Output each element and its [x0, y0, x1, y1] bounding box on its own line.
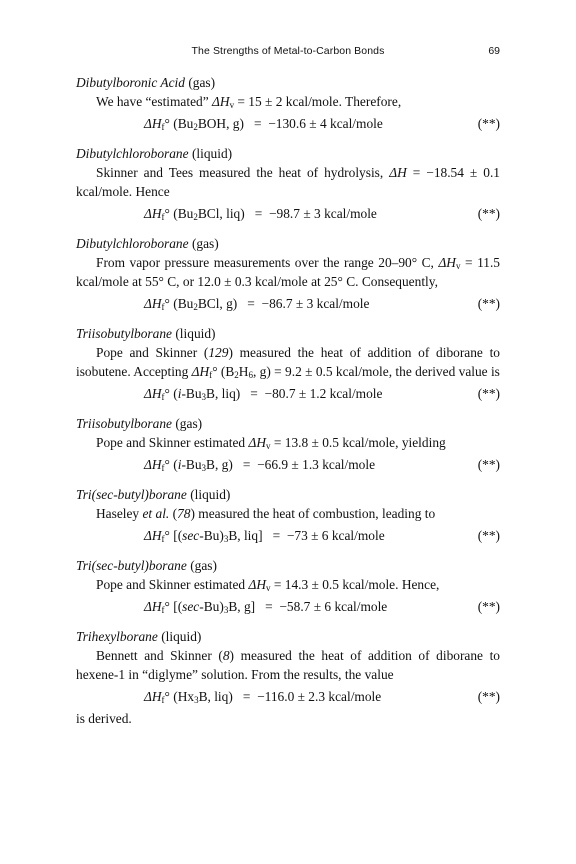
entry-text: Bennett and Skinner (8) measured the heat of addition of diborane to hexene-1 in “diglyme” solution. From the results, the value	[76, 648, 500, 682]
equation: $\Delta H_f^\circ$ ($i-Bu_3B$, liq) = −80.7 ± 1.2 kcal/mole (**)	[76, 383, 500, 404]
page-header	[76, 45, 500, 61]
equation-tag: (**)	[477, 116, 500, 131]
page-body	[76, 73, 500, 738]
entry-heading: Tri(sec-butyl)borane (liquid)	[76, 487, 231, 502]
entry-text: Haseley et al. (78) measured the heat of combustion, leading to	[96, 506, 436, 521]
equation: $\Delta H_f^\circ$ ($Hx_3B$, liq) = −116.0 ± 2.3 kcal/mole (**)	[76, 686, 500, 707]
entry-triisobutylborane-gas	[76, 414, 500, 475]
entry-heading: Dibutylchloroborane (gas)	[76, 236, 219, 251]
entry-text: We have “estimated” $\Delta H_v = 15 \pm 2$ kcal/mole. Therefore,	[96, 94, 402, 110]
entry-trihexylborane-liquid	[76, 627, 500, 728]
entry-text: Pope and Skinner estimated $\Delta H_v = 13.8 \pm 0.5$ kcal/mole, yielding	[96, 435, 446, 451]
equation: $\Delta H_f^\circ$ ($Bu_2BOH$, g) = −130.6 ± 4 kcal/mole (**)	[76, 113, 500, 134]
running-title: The Strengths of Metal-to-Carbon Bonds	[191, 45, 385, 57]
entry-dibutylchloroborane-liquid	[76, 144, 500, 224]
page-number: 69	[488, 45, 500, 57]
entry-closing-text: is derived.	[76, 711, 132, 726]
equation-tag: (**)	[477, 528, 500, 543]
entry-text: Pope and Skinner (129) measured the heat of addition of diborane to isobutene. Accepting $\Delta H_f^\circ$ ($B_2H_6$, g) = 9.2 ± 0.5 kcal/mole, the derived value is	[76, 345, 500, 380]
entry-tri-sec-butylborane-gas	[76, 556, 500, 617]
equation-tag: (**)	[477, 457, 500, 472]
equation-tag: (**)	[477, 386, 500, 401]
equation-tag: (**)	[477, 599, 500, 614]
entry-text: Pope and Skinner estimated $\Delta H_v = 14.3 \pm 0.5$ kcal/mole. Hence,	[96, 577, 440, 593]
entry-dibutylchloroborane-gas	[76, 234, 500, 314]
entry-text: From vapor pressure measurements over the range 20–90° C, $\Delta H_v = 11.5$ kcal/mole at 55° C, or 12.0 ± 0.3 kcal/mole at 25° C. Consequently,	[76, 255, 501, 289]
entry-heading: Dibutylchloroborane (liquid)	[76, 146, 233, 161]
entry-heading: Dibutylboronic Acid (gas)	[76, 75, 216, 90]
entry-heading: Triisobutylborane (liquid)	[76, 326, 216, 341]
entry-dibutylboronic-acid-gas	[76, 73, 500, 134]
equation-tag: (**)	[477, 206, 500, 221]
equation: $\Delta H_f^\circ$ [$(\sec-Bu)_3B$, g] = −58.7 ± 6 kcal/mole (**)	[76, 596, 500, 617]
entry-triisobutylborane-liquid	[76, 324, 500, 404]
equation-tag: (**)	[477, 689, 500, 704]
entry-text: Skinner and Tees measured the heat of hydrolysis, ΔH = −18.54 ± 0.1 kcal/mole. Hence	[76, 165, 500, 199]
entry-heading: Trihexylborane (liquid)	[76, 629, 202, 644]
equation: $\Delta H_f^\circ$ ($i-Bu_3B$, g) = −66.9 ± 1.3 kcal/mole (**)	[76, 454, 500, 475]
equation: $\Delta H_f^\circ$ [$(\sec-Bu)_3B$, liq] = −73 ± 6 kcal/mole (**)	[76, 525, 500, 546]
entry-heading: Triisobutylborane (gas)	[76, 416, 203, 431]
equation: $\Delta H_f^\circ$ ($Bu_2BCl$, liq) = −98.7 ± 3 kcal/mole (**)	[76, 203, 500, 224]
entry-tri-sec-butylborane-liquid	[76, 485, 500, 546]
equation-tag: (**)	[477, 296, 500, 311]
entry-heading: Tri(sec-butyl)borane (gas)	[76, 558, 217, 573]
equation: $\Delta H_f^\circ$ ($Bu_2BCl$, g) = −86.7 ± 3 kcal/mole (**)	[76, 293, 500, 314]
